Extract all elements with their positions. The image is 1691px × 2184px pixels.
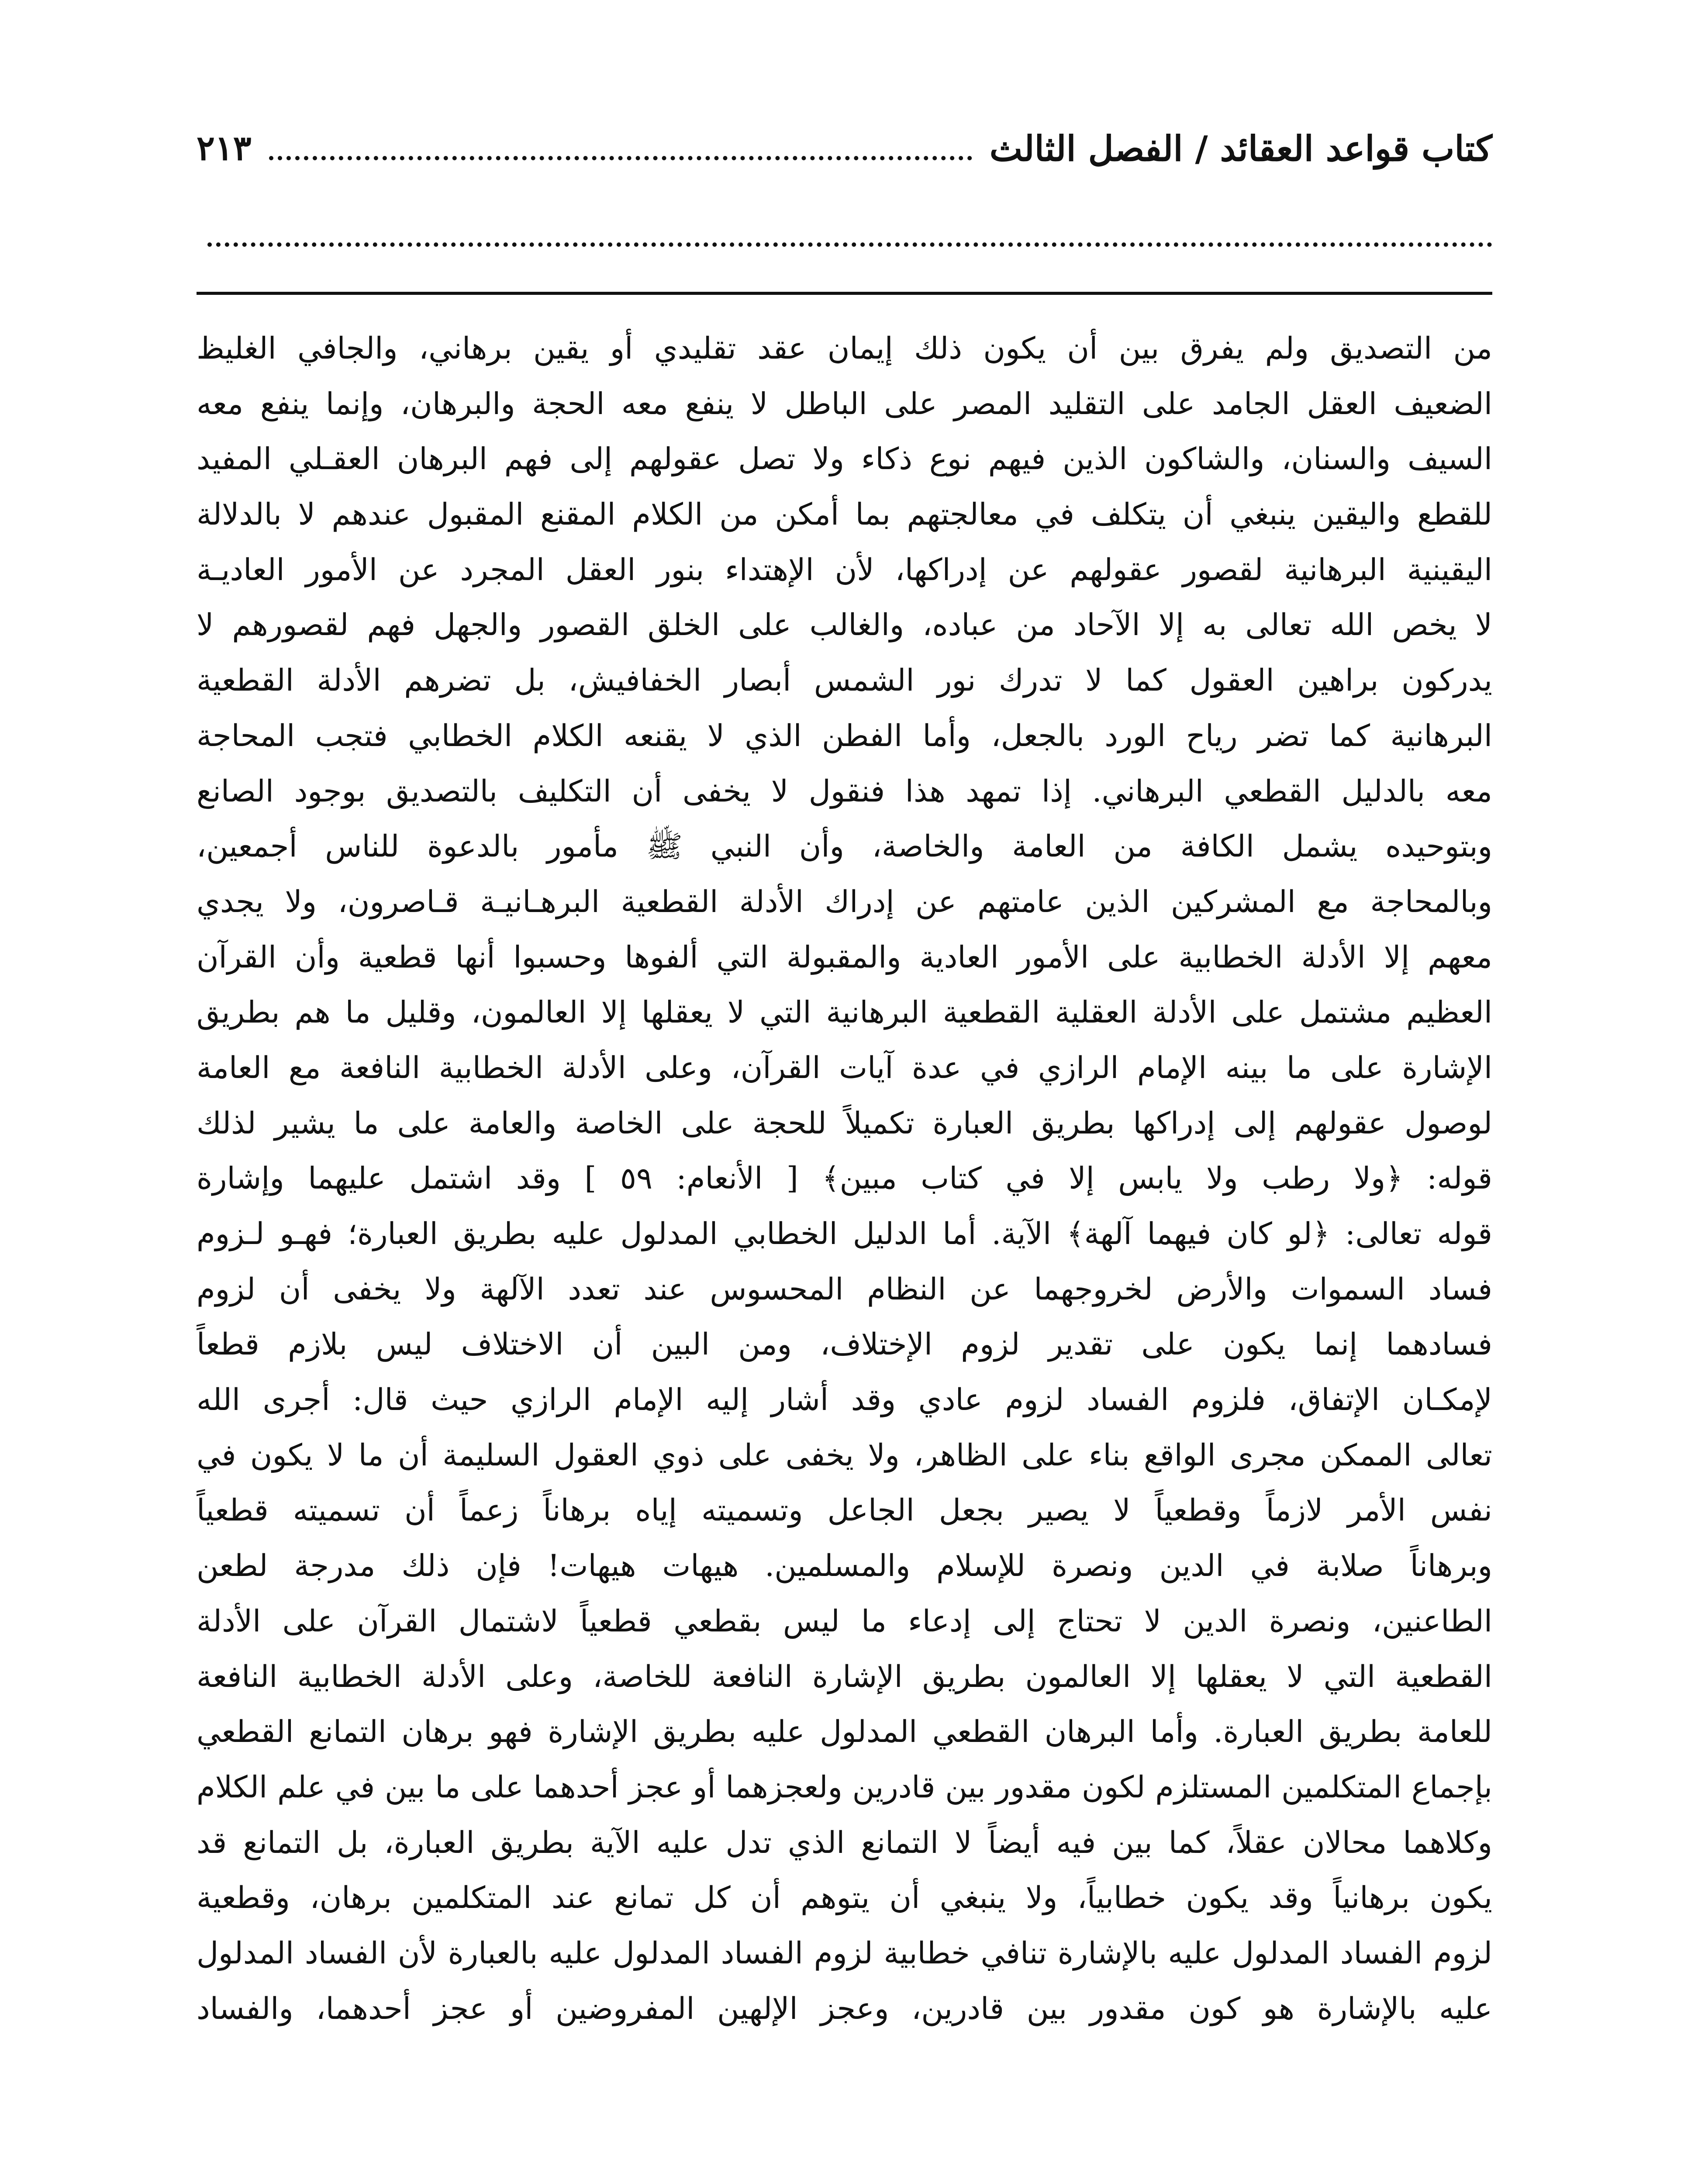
solid-separator-rule (197, 292, 1492, 295)
text-line: الطاعنين، ونصرة الدين لا تحتاج إلى إدعاء ما ليس بقطعي قطعياً لاشتمال القرآن على الأدلة (197, 1603, 1492, 1639)
text-line: لإمكـان الإتفاق، فلزوم الفساد لزوم عادي وقد أشار إليه الإمام الرازي حيث قال: أجرى الله (197, 1382, 1492, 1418)
text-line: من التصديق ولم يفرق بين أن يكون ذلك إيمان عقد تقليدي أو يقين برهاني، والجافي الغليظ (197, 331, 1492, 366)
text-line: فساد السموات والأرض لخروجهما عن النظام المحسوس عند تعدد الآلهة ولا يخفى أن لزوم (197, 1272, 1492, 1307)
text-line: للقطع واليقين ينبغي أن يتكلف في معالجتهم بما أمكن من الكلام المقنع المقبول عندهم لا بالدلالة (197, 497, 1492, 532)
text-line: لزوم الفساد المدلول عليه بالإشارة تنافي خطابية لزوم الفساد المدلول عليه بالعبارة لأن الفساد المدلول (197, 1935, 1492, 1971)
text-line: عليه بالإشارة هو كون مقدور بين قادرين، وعجز الإلهين المفروضين أو عجز أحدهما، والفساد (197, 1991, 1492, 2026)
text-line: معهم إلا الأدلة الخطابية على الأمور العادية والمقبولة التي ألفوها وحسبوا أنها قطعية وأن القرآن (197, 940, 1492, 975)
text-line: تعالى الممكن مجرى الواقع بناء على الظاهر، ولا يخفى على ذوي العقول السليمة أن ما لا يكون في (197, 1438, 1492, 1473)
text-line: الضعيف العقل الجامد على التقليد المصر على الباطل لا ينفع معه الحجة والبرهان، وإنما ينفع معه (197, 386, 1492, 422)
text-line: البرهانية كما تضر رياح الورد بالجعل، وأما الفطن الذي لا يقنعه الكلام الخطابي فتجب المحاجة (197, 718, 1492, 753)
dotted-separator-rule (207, 242, 1492, 247)
running-header (197, 118, 1492, 179)
text-line: الإشارة على ما بينه الإمام الرازي في عدة آيات القرآن، وعلى الأدلة الخطابية النافعة مع العامة (197, 1050, 1492, 1085)
text-line: وبتوحيده يشمل الكافة من العامة والخاصة، وأن النبي ﷺ مأمور بالدعوة للناس أجمعين، (197, 829, 1492, 864)
text-line: وبرهاناً صلابة في الدين ونصرة للإسلام والمسلمين. هيهات هيهات! فإن ذلك مدرجة لطعن (197, 1548, 1492, 1584)
text-line: بإجماع المتكلمين المستلزم لكون مقدور بين قادرين ولعجزهما أو عجز أحدهما على ما بين في علم الكلام (197, 1769, 1492, 1805)
text-line: قوله تعالى: ﴿لو كان فيهما آلهة﴾ الآية. أما الدليل الخطابي المدلول عليه بطريق العبارة؛ فهـو لـزوم (197, 1216, 1492, 1251)
text-line: نفس الأمر لازماً وقطعياً لا يصير بجعل الجاعل وتسميته إياه برهاناً زعماً أن تسميته قطعياً (197, 1493, 1492, 1528)
text-line: يكون برهانياً وقد يكون خطابياً، ولا ينبغي أن يتوهم أن كل تمانع عند المتكلمين برهان، وقطعية (197, 1880, 1492, 1916)
text-line: السيف والسنان، والشاكون الذين فيهم نوع ذكاء ولا تصل عقولهم إلى فهم البرهان العقـلي المفيد (197, 442, 1492, 477)
text-line: للعامة بطريق العبارة. وأما البرهان القطعي المدلول عليه بطريق الإشارة فهو برهان التمانع القطعي (197, 1714, 1492, 1750)
text-line: القطعية التي لا يعقلها إلا العالمون بطريق الإشارة النافعة للخاصة، وعلى الأدلة الخطابية النافعة (197, 1659, 1492, 1694)
text-line: وكلاهما محالان عقلاً، كما بين فيه أيضاً لا التمانع الذي تدل عليه الآية بطريق العبارة، بل التمانع قد (197, 1825, 1492, 1860)
dot-leader (269, 156, 972, 160)
running-header-title: كتاب قواعد العقائد / الفصل الثالث (989, 128, 1492, 169)
body-text (197, 321, 1492, 2036)
text-line: اليقينية البرهانية لقصور عقولهم عن إدراكها، لأن الإهتداء بنور العقل المجرد عن الأمور العاديـة (197, 552, 1492, 587)
text-line: فسادهما إنما يكون على تقدير لزوم الإختلاف، ومن البين أن الاختلاف ليس بلازم قطعاً (197, 1327, 1492, 1362)
text-line: وبالمحاجة مع المشركين الذين عامتهم عن إدراك الأدلة القطعية البرهـانيـة قـاصرون، ولا يجدي (197, 884, 1492, 919)
text-line: قوله: ﴿ولا رطب ولا يابس إلا في كتاب مبين﴾ [ الأنعام: ٥٩ ] وقد اشتمل عليهما وإشارة (197, 1161, 1492, 1196)
text-line: معه بالدليل القطعي البرهاني. إذا تمهد هذا فنقول لا يخفى أن التكليف بالتصديق بوجود الصانع (197, 774, 1492, 809)
text-line: لوصول عقولهم إلى إدراكها بطريق العبارة تكميلاً للحجة على الخاصة والعامة على ما يشير لذلك (197, 1106, 1492, 1141)
text-line: العظيم مشتمل على الأدلة العقلية القطعية البرهانية التي لا يعقلها إلا العالمون، وقليل ما هم بطريق (197, 995, 1492, 1030)
page-number: ٢١٣ (197, 128, 252, 168)
text-line: يدركون براهين العقول كما لا تدرك نور الشمس أبصار الخفافيش، بل تضرهم الأدلة القطعية (197, 663, 1492, 698)
text-line: لا يخص الله تعالى به إلا الآحاد من عباده، والغالب على الخلق القصور والجهل فهم لقصورهم لا (197, 608, 1492, 643)
